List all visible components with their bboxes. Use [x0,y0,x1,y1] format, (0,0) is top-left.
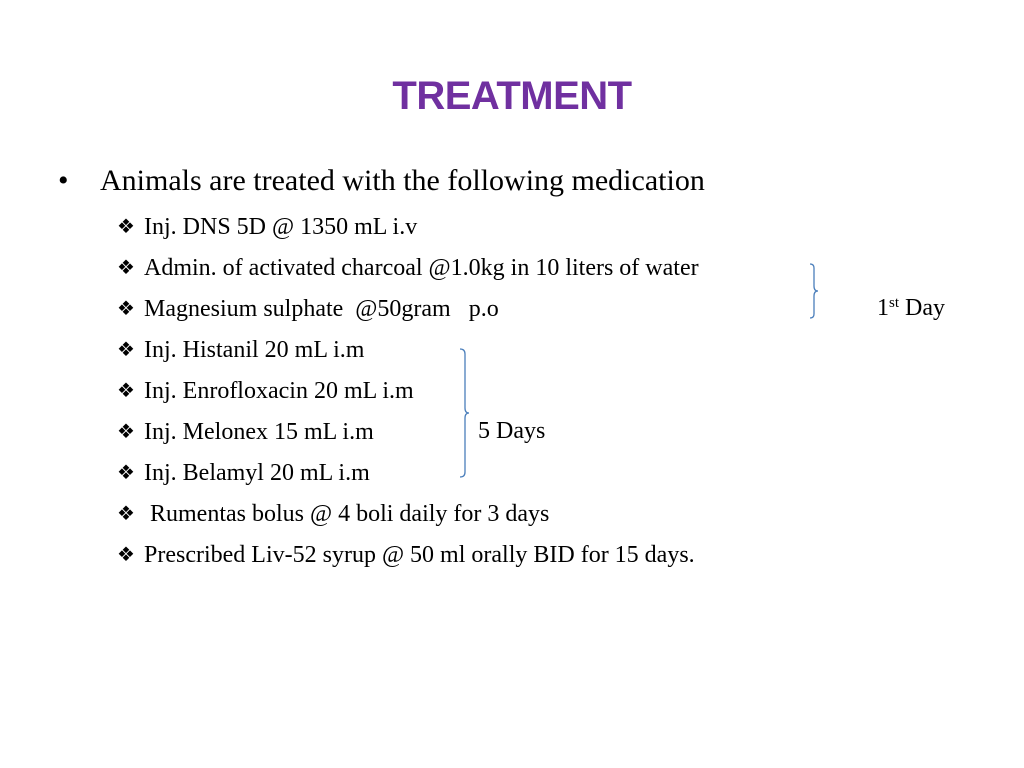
diamond-bullet-icon: ❖ [117,501,135,525]
list-item [117,375,414,406]
list-item-text: Admin. of activated charcoal @1.0kg in 10 liters of water [144,255,699,281]
five-days-label: 5 Days [478,418,546,444]
list-item [117,334,364,365]
main-bullet-text: Animals are treated with the following medication [100,164,705,197]
list-item-text: Rumentas bolus @ 4 boli daily for 3 days [144,501,550,527]
list-item-text: Inj. Enrofloxacin 20 mL i.m [144,378,414,404]
diamond-bullet-icon: ❖ [117,337,135,361]
first-day-label: 1st Day [877,295,945,321]
diamond-bullet-icon: ❖ [117,255,135,279]
list-item [117,252,699,283]
list-item [117,211,417,242]
diamond-bullet-icon: ❖ [117,296,135,320]
diamond-bullet-icon: ❖ [117,460,135,484]
list-item-text: Prescribed Liv-52 syrup @ 50 ml orally BID for 15 days. [144,542,695,568]
diamond-bullet-icon: ❖ [117,378,135,402]
list-item-text: Inj. DNS 5D @ 1350 mL i.v [144,214,418,240]
list-item-text: Inj. Histanil 20 mL i.m [144,337,365,363]
list-item-text: Inj. Belamyl 20 mL i.m [144,460,370,486]
diamond-bullet-icon: ❖ [117,214,135,238]
first-day-brace [804,262,824,320]
list-item-text: Inj. Melonex 15 mL i.m [144,419,374,445]
list-item [117,416,374,447]
list-item [117,539,695,570]
list-item [117,498,549,529]
list-item-text: Magnesium sulphate @50gram p.o [144,296,499,322]
five-days-brace [457,347,477,481]
bullet-dot-icon: • [58,164,69,197]
list-item [117,457,370,488]
slide-title: TREATMENT [392,74,632,118]
main-bullet [58,162,705,200]
diamond-bullet-icon: ❖ [117,419,135,443]
list-item [117,293,499,324]
diamond-bullet-icon: ❖ [117,542,135,566]
